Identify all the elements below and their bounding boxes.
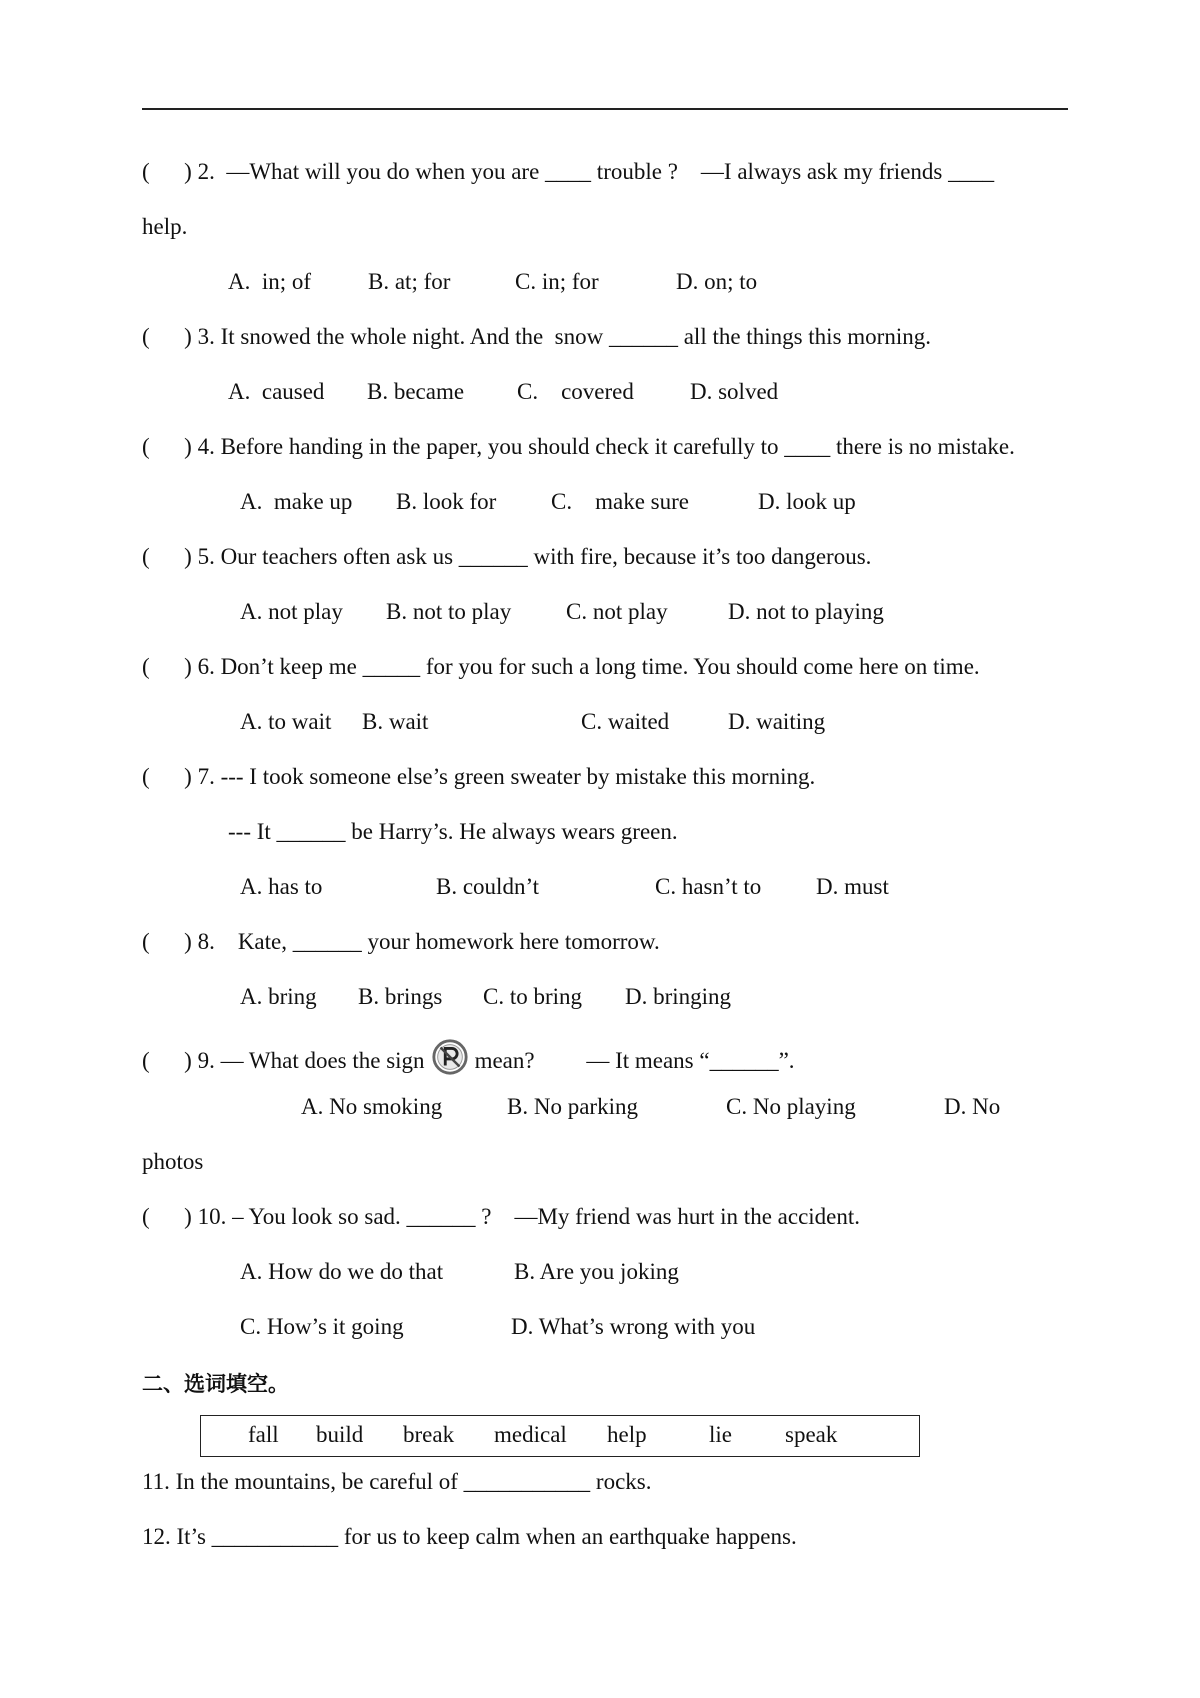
word-bank-item: medical: [494, 1422, 567, 1447]
word-bank-item: build: [316, 1422, 364, 1447]
q8-option-d: D. bringing: [625, 984, 732, 1009]
q4-option-c: C. make sure: [551, 489, 689, 514]
word-bank-item: break: [403, 1422, 455, 1447]
q2-option-c: C. in; for: [515, 269, 599, 294]
question-2-stem: ( ) 2. —What will you do when you are ____ trouble ? —I always ask my friends ____: [142, 159, 995, 184]
q3-option-b: B. became: [367, 379, 465, 404]
question-3-stem: ( ) 3. It snowed the whole night. And the snow ______ all the things this morning.: [142, 324, 931, 349]
word-box: [200, 1415, 920, 1457]
q3-option-c: C. covered: [517, 379, 634, 404]
header-rule: [142, 108, 1068, 110]
word-bank-item: speak: [785, 1422, 838, 1447]
q9-option-c: C. No playing: [726, 1094, 856, 1119]
question-7-stem: ( ) 7. --- I took someone else’s green sweater by mistake this morning.: [142, 764, 816, 789]
q9-option-b: B. No parking: [507, 1094, 638, 1119]
q10-option-c: C. How’s it going: [240, 1314, 404, 1339]
question-9-stem: [142, 1038, 795, 1076]
question-10-stem: ( ) 10. – You look so sad. ______ ? —My friend was hurt in the accident.: [142, 1204, 861, 1229]
q4-option-a: A. make up: [240, 489, 353, 514]
q2-option-b: B. at; for: [368, 269, 451, 294]
q7-option-a: A. has to: [240, 874, 323, 899]
word-bank-item: lie: [709, 1422, 732, 1447]
question-8-stem: ( ) 8. Kate, ______ your homework here tomorrow.: [142, 929, 660, 954]
word-bank-item: fall: [248, 1422, 279, 1447]
q9-option-a: A. No smoking: [301, 1094, 443, 1119]
q8-option-b: B. brings: [358, 984, 443, 1009]
question-2-stem-cont: help.: [142, 214, 188, 239]
word-bank-item: help: [607, 1422, 647, 1447]
q9-option-d-cont: photos: [142, 1149, 204, 1174]
q3-option-d: D. solved: [690, 379, 779, 404]
q4-option-d: D. look up: [758, 489, 856, 514]
q5-option-c: C. not play: [566, 599, 668, 624]
section-2-heading: 二、选词填空。: [142, 1372, 289, 1396]
q9-stem-part1: ( ) 9. — What does the sign: [142, 1048, 425, 1073]
q4-option-b: B. look for: [396, 489, 497, 514]
q2-option-d: D. on; to: [676, 269, 758, 294]
question-11: 11. In the mountains, be careful of ___________ rocks.: [142, 1469, 652, 1494]
q6-option-a: A. to wait: [240, 709, 332, 734]
question-12: 12. It’s ___________ for us to keep calm when an earthquake happens.: [142, 1524, 797, 1549]
q8-option-c: C. to bring: [483, 984, 583, 1009]
q5-option-b: B. not to play: [386, 599, 512, 624]
q6-option-c: C. waited: [581, 709, 670, 734]
q3-option-a: A. caused: [228, 379, 325, 404]
q2-option-a: A. in; of: [228, 269, 312, 294]
question-7-stem-cont: --- It ______ be Harry’s. He always wears green.: [228, 819, 678, 844]
q8-option-a: A. bring: [240, 984, 317, 1009]
q6-option-b: B. wait: [362, 709, 429, 734]
q9-stem-part2: mean? — It means “______”.: [474, 1048, 795, 1073]
q5-option-d: D. not to playing: [728, 599, 884, 624]
q7-option-d: D. must: [816, 874, 889, 899]
no-parking-sign-icon: [431, 1038, 469, 1076]
q5-option-a: A. not play: [240, 599, 343, 624]
q10-option-a: A. How do we do that: [240, 1259, 444, 1284]
q7-option-b: B. couldn’t: [436, 874, 540, 899]
question-4-stem: ( ) 4. Before handing in the paper, you should check it carefully to ____ there is no mistake.: [142, 434, 1015, 459]
q10-option-d: D. What’s wrong with you: [511, 1314, 756, 1339]
question-5-stem: ( ) 5. Our teachers often ask us ______ with fire, because it’s too dangerous.: [142, 544, 872, 569]
q6-option-d: D. waiting: [728, 709, 826, 734]
q7-option-c: C. hasn’t to: [655, 874, 762, 899]
q9-option-d: D. No: [944, 1094, 1001, 1119]
q10-option-b: B. Are you joking: [514, 1259, 679, 1284]
question-6-stem: ( ) 6. Don’t keep me _____ for you for such a long time. You should come here on time.: [142, 654, 980, 679]
